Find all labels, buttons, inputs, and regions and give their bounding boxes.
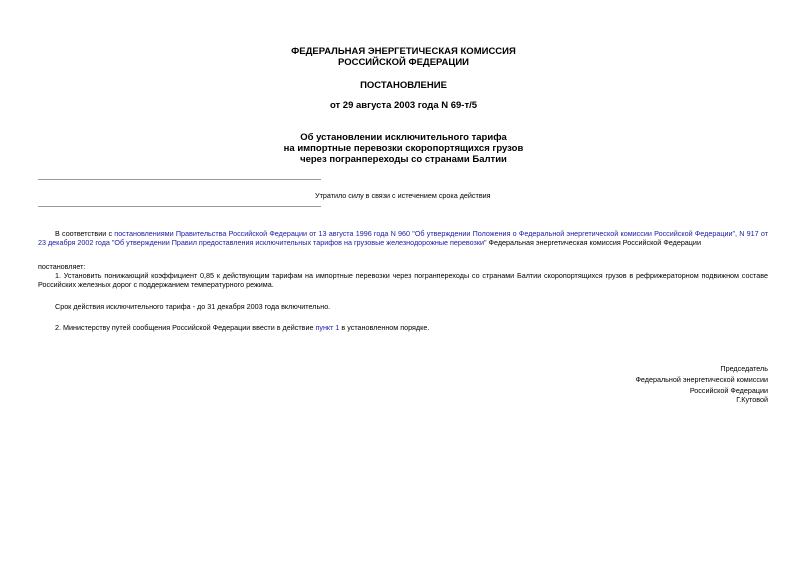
divider-bottom [38,206,321,207]
clause-2-suffix: в установленном порядке. [339,323,430,332]
clause-2-prefix: 2. Министерству путей сообщения Российской Федерации ввести в действие [55,323,316,332]
status-note: Утратило силу в связи с истечением срока действия [315,191,491,200]
title-line3: через погранпереходы со странами Балтии [300,154,507,165]
validity-note: Срок действия исключительного тарифа - до 31 декабря 2003 года включительно. [55,302,331,311]
preamble-suffix: Федеральная энергетическая комиссия Российской Федерации [486,238,701,247]
signature-line3: Российской Федерации [689,386,768,395]
clause-1: 1. Установить понижающий коэффициент 0,85 к действующим тарифам на импортные перевозки через погранпереходы со странами Балтии скоропортящихся грузов в рефрижераторном подвижном составе Российских железных дорог с поддержанием температурного режима. [38,271,768,289]
signature-line2: Федеральной энергетической комиссии [635,375,768,384]
signature-line4: Г.Кутовой [736,395,768,404]
title-line2: на импортные перевозки скоропортящихся грузов [283,143,524,154]
government-decrees-link[interactable]: постановлениями Правительства Российской Федерации от 13 августа 1996 года N 960 "Об утверждении Положения о Федеральной энергетической комиссии Российской Федерации", N 917 от 23 декабря 2002 года "Об утверждении Правил предоставления исключительных тарифов на грузовые железнодорожные перевозки" [38,229,768,247]
org-name-line2: РОССИЙСКОЙ ФЕДЕРАЦИИ [337,57,469,68]
signature-line1: Председатель [720,364,768,373]
resolves-label: постановляет: [38,262,86,271]
clause-2 [55,323,429,332]
document-date: от 29 августа 2003 года N 69-т/5 [329,100,478,111]
clause-1-link[interactable]: пункт 1 [315,323,340,332]
org-name-line1: ФЕДЕРАЛЬНАЯ ЭНЕРГЕТИЧЕСКАЯ КОМИССИЯ [291,46,516,57]
preamble-paragraph [38,229,768,247]
preamble-prefix: В соответствии с [55,229,115,238]
title-line1: Об установлении исключительного тарифа [300,132,507,143]
document-type: ПОСТАНОВЛЕНИЕ [360,80,447,91]
divider-top [38,179,321,180]
